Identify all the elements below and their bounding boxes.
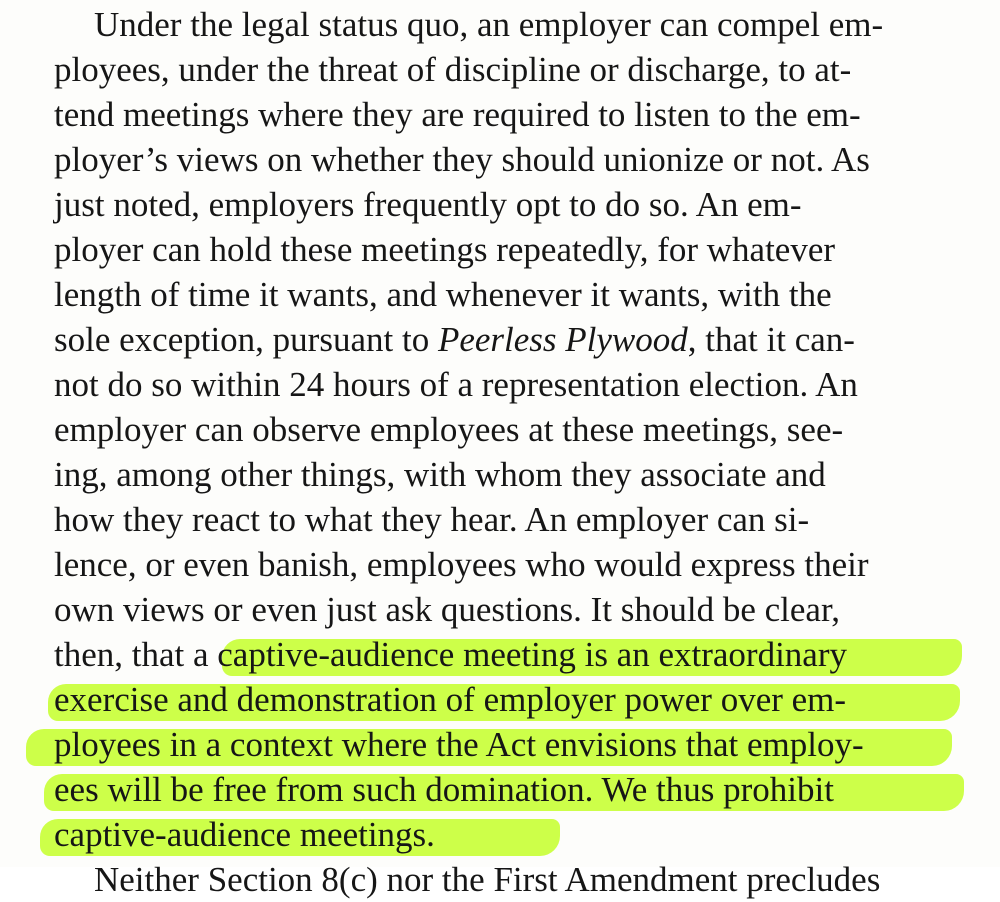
text-line-10: employer can observe employees at these meetings, see- bbox=[54, 410, 844, 449]
text-line bbox=[54, 542, 959, 587]
text-line-15: then, that a captive-audience meeting is an extraordinary bbox=[54, 635, 847, 674]
text-line-8 bbox=[54, 317, 855, 362]
text-line bbox=[54, 452, 959, 497]
text-line-16: exercise and demonstration of employer power over em- bbox=[54, 680, 847, 719]
text-line-17: ployees in a context where the Act envisions that employ- bbox=[54, 725, 864, 764]
text-line-12: how they react to what they hear. An employer can si- bbox=[54, 500, 810, 539]
text-line-18: ees will be free from such domination. We thus prohibit bbox=[54, 770, 834, 809]
text-line-highlighted bbox=[54, 812, 959, 857]
text-line bbox=[54, 47, 959, 92]
text-line bbox=[54, 497, 959, 542]
text-line-3: tend meetings where they are required to listen to the em- bbox=[54, 95, 861, 134]
text-line-4: ployer’s views on whether they should unionize or not. As bbox=[54, 140, 870, 179]
text-line-highlighted bbox=[54, 767, 959, 812]
text-line-2: ployees, under the threat of discipline or discharge, to at- bbox=[54, 50, 852, 89]
text-line-7: length of time it wants, and whenever it wants, with the bbox=[54, 275, 832, 314]
text-line-13: lence, or even banish, employees who would express their bbox=[54, 545, 869, 584]
text-line-highlighted bbox=[54, 632, 959, 677]
text-line bbox=[54, 137, 959, 182]
text-line bbox=[54, 182, 959, 227]
text-line-20-cut: Neither Section 8(c) nor the First Amendment precludes bbox=[94, 860, 881, 899]
text-line bbox=[54, 407, 959, 452]
text-line-partial bbox=[54, 857, 959, 902]
text-line-6: ployer can hold these meetings repeatedly, for whatever bbox=[54, 230, 836, 269]
text-line-1: Under the legal status quo, an employer can compel em- bbox=[94, 5, 884, 44]
text-line-8a: sole exception, pursuant to bbox=[54, 320, 438, 359]
text-line-9: not do so within 24 hours of a representation election. An bbox=[54, 365, 858, 404]
text-line bbox=[54, 587, 959, 632]
text-line-highlighted bbox=[54, 677, 959, 722]
text-line-8b: , that it can- bbox=[687, 320, 855, 359]
text-line bbox=[54, 227, 959, 272]
text-line-19: captive-audience meetings. bbox=[54, 815, 435, 854]
text-line bbox=[54, 2, 959, 47]
text-line bbox=[54, 362, 959, 407]
text-line-highlighted bbox=[54, 722, 959, 767]
text-line-14: own views or even just ask questions. It should be clear, bbox=[54, 590, 840, 629]
text-line-5: just noted, employers frequently opt to do so. An em- bbox=[54, 185, 802, 224]
text-line-11: ing, among other things, with whom they associate and bbox=[54, 455, 826, 494]
case-name-italic: Peerless Plywood bbox=[437, 320, 688, 359]
text-line bbox=[54, 317, 959, 362]
text-line bbox=[54, 92, 959, 137]
text-line bbox=[54, 272, 959, 317]
body-paragraph bbox=[54, 0, 959, 900]
